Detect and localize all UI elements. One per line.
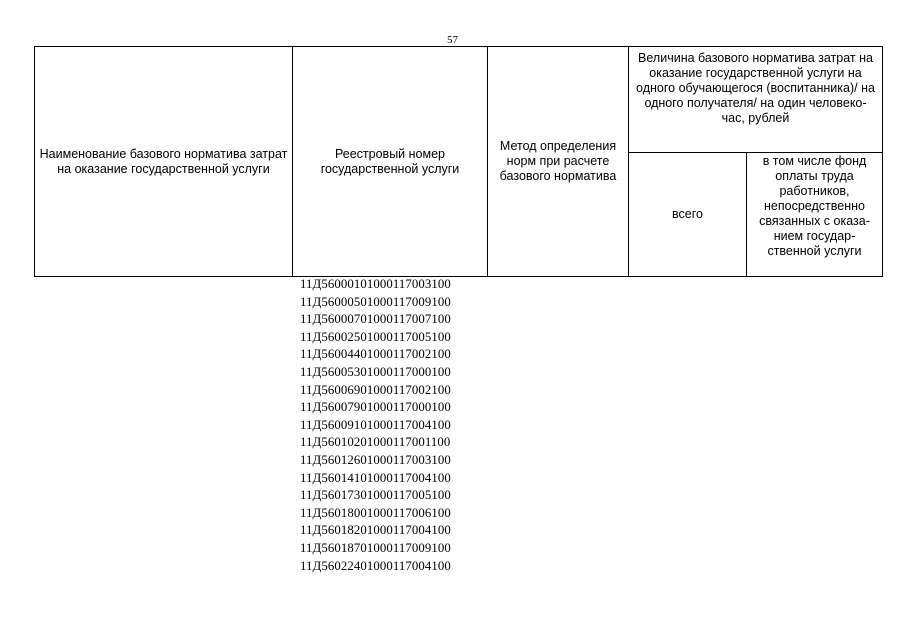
registry-code: 11Д56000501000117009100 (300, 294, 451, 309)
col-method-header: Метод определения норм при расчете базового норматива (488, 47, 629, 277)
norms-table-header (34, 46, 883, 277)
registry-code: 11Д56000101000117003100 (300, 277, 451, 291)
registry-code: 11Д56018001000117006100 (300, 505, 451, 520)
col-total-header: всего (629, 153, 747, 277)
registry-code: 11Д56022401000117004100 (300, 558, 451, 573)
registry-code: 11Д56002501000117005100 (300, 329, 451, 344)
registry-code: 11Д56004401000117002100 (300, 347, 451, 362)
registry-code: 11Д56018701000117009100 (300, 540, 451, 555)
col-name-header: Наименование базового норматива затрат на оказание государственной услуги (35, 47, 293, 277)
registry-code: 11Д56012601000117003100 (300, 452, 451, 467)
col-value-header: Величина базового норматива затрат на оказание государственной услуги на одного обучающегося (воспитанника)/ на одного получателя/ на один человеко-час, рублей (629, 47, 883, 153)
registry-codes-list (300, 276, 451, 575)
registry-code: 11Д56010201000117001100 (300, 435, 451, 450)
registry-code: 11Д56009101000117004100 (300, 417, 451, 432)
registry-code: 11Д56017301000117005100 (300, 488, 451, 503)
col-payroll-header: в том числе фонд оплаты труда работников, непосредственно связанных с оказа-нием государ-ственной услуги (747, 153, 883, 277)
col-registry-header: Реестровый номер государственной услуги (293, 47, 488, 277)
registry-code: 11Д56014101000117004100 (300, 470, 451, 485)
registry-code: 11Д56000701000117007100 (300, 312, 451, 327)
registry-code: 11Д56018201000117004100 (300, 523, 451, 538)
page-number: 57 (447, 34, 458, 46)
registry-code: 11Д56007901000117000100 (300, 400, 451, 415)
registry-code: 11Д56005301000117000100 (300, 364, 451, 379)
registry-code: 11Д56006901000117002100 (300, 382, 451, 397)
